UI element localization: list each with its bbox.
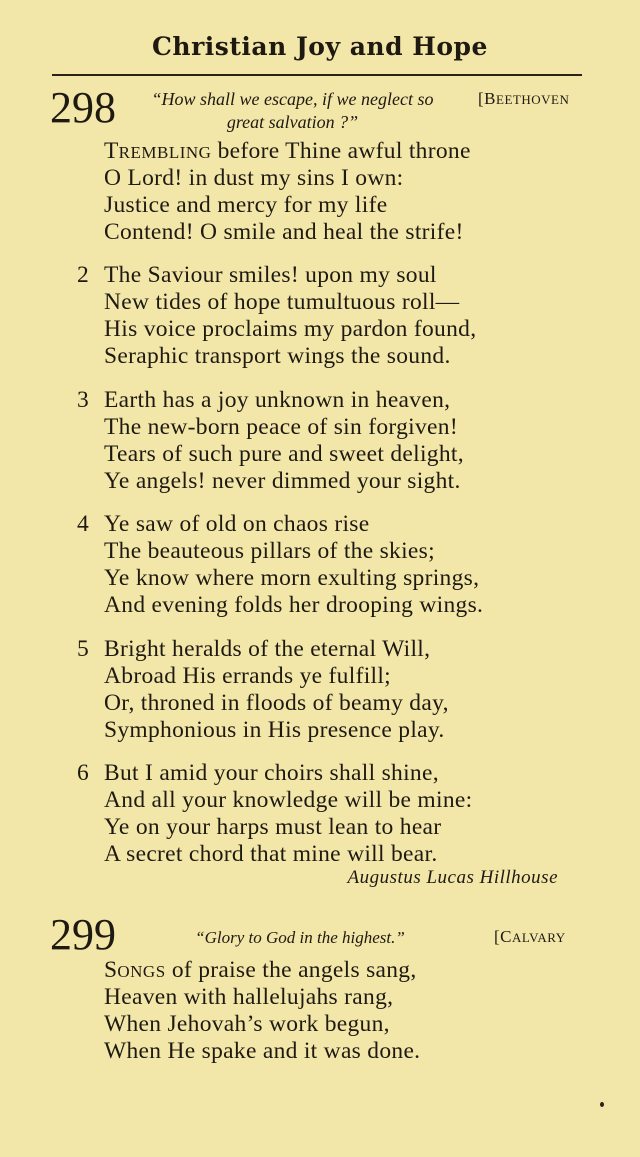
first-word-rest: ONGS: [117, 962, 166, 981]
hymn-298-line-1-3: Justice and mercy for my life: [104, 192, 388, 218]
hymn-298-line-6-3: Ye on your harps must lean to hear: [104, 814, 442, 840]
stanza-number-2: 2: [77, 262, 89, 288]
header-rule: [52, 74, 582, 76]
hymn-298-line-2-1: The Saviour smiles! upon my soul: [104, 262, 437, 288]
hymn-298-line-6-1: But I amid your choirs shall shine,: [104, 760, 439, 786]
hymn-298-line-1-4: Contend! O smile and heal the strife!: [104, 219, 464, 245]
line-text: before Thine awful throne: [211, 138, 471, 164]
hymn-298-line-1-1: [104, 138, 471, 166]
hymn-299-epigraph: [150, 926, 450, 949]
hymn-298-line-3-2: The new-born peace of sin forgiven!: [104, 414, 458, 440]
hymn-298-line-4-2: The beauteous pillars of the skies;: [104, 538, 435, 564]
hymn-298-line-5-3: Or, throned in floods of beamy day,: [104, 690, 449, 716]
hymn-298-tune: [478, 89, 569, 109]
hymn-298-line-1-2: O Lord! in dust my sins I own:: [104, 165, 404, 191]
hymn-number-298: 298: [50, 83, 116, 132]
hymn-299-line-1-3: When Jehovah’s work begun,: [104, 1011, 390, 1037]
tune-bracket: [: [494, 927, 501, 946]
hymn-298-line-2-4: Seraphic transport wings the sound.: [104, 343, 451, 369]
epigraph-line-1: “Glory to God in the highest.”: [195, 928, 405, 947]
tune-rest: ALVARY: [512, 930, 566, 945]
first-word-initial: S: [104, 957, 118, 983]
stanza-number-6: 6: [77, 760, 89, 786]
hymn-299-line-1-2: Heaven with hallelujahs rang,: [104, 984, 394, 1010]
hymn-298-line-6-2: And all your knowledge will be mine:: [104, 787, 473, 813]
first-word-rest: REMBLING: [118, 143, 212, 162]
hymn-298-line-3-3: Tears of such pure and sweet delight,: [104, 441, 464, 467]
hymn-299-line-1-1: [104, 957, 417, 985]
running-head: Christian Joy and Hope: [152, 32, 488, 61]
hymn-298-line-2-2: New tides of hope tumultuous roll—: [104, 289, 460, 315]
tune-rest: EETHOVEN: [496, 92, 570, 107]
hymn-298-author: Augustus Lucas Hillhouse: [347, 867, 558, 888]
hymn-298-line-5-4: Symphonious in His presence play.: [104, 717, 445, 743]
epigraph-line-1: “How shall we escape, if we neglect so: [151, 89, 434, 109]
hymn-298-line-3-4: Ye angels! never dimmed your sight.: [104, 468, 461, 494]
hymn-298-epigraph: [120, 88, 465, 134]
tune-initial: C: [500, 927, 513, 946]
print-speck: [600, 1102, 604, 1107]
hymn-298-line-4-4: And evening folds her drooping wings.: [104, 592, 484, 618]
stanza-number-4: 4: [77, 511, 89, 537]
hymn-298-line-5-1: Bright heralds of the eternal Will,: [104, 636, 431, 662]
hymn-299-line-1-4: When He spake and it was done.: [104, 1038, 421, 1064]
tune-bracket: [: [478, 89, 485, 108]
hymn-298-line-3-1: Earth has a joy unknown in heaven,: [104, 387, 451, 413]
epigraph-line-2: great salvation ?”: [226, 112, 359, 132]
hymn-298-line-6-4: A secret chord that mine will bear.: [104, 841, 438, 867]
first-word-initial: T: [104, 138, 119, 164]
hymn-298-line-4-1: Ye saw of old on chaos rise: [104, 511, 370, 537]
hymn-number-299: 299: [50, 910, 116, 959]
hymn-298-line-5-2: Abroad His errands ye fulfill;: [104, 663, 392, 689]
line-text: of praise the angels sang,: [165, 957, 417, 983]
hymn-298-line-2-3: His voice proclaims my pardon found,: [104, 316, 477, 342]
hymn-299-tune: [494, 927, 566, 947]
hymn-298-line-4-3: Ye know where morn exulting springs,: [104, 565, 480, 591]
stanza-number-3: 3: [77, 387, 89, 413]
stanza-number-5: 5: [77, 636, 89, 662]
tune-initial: B: [484, 89, 497, 108]
